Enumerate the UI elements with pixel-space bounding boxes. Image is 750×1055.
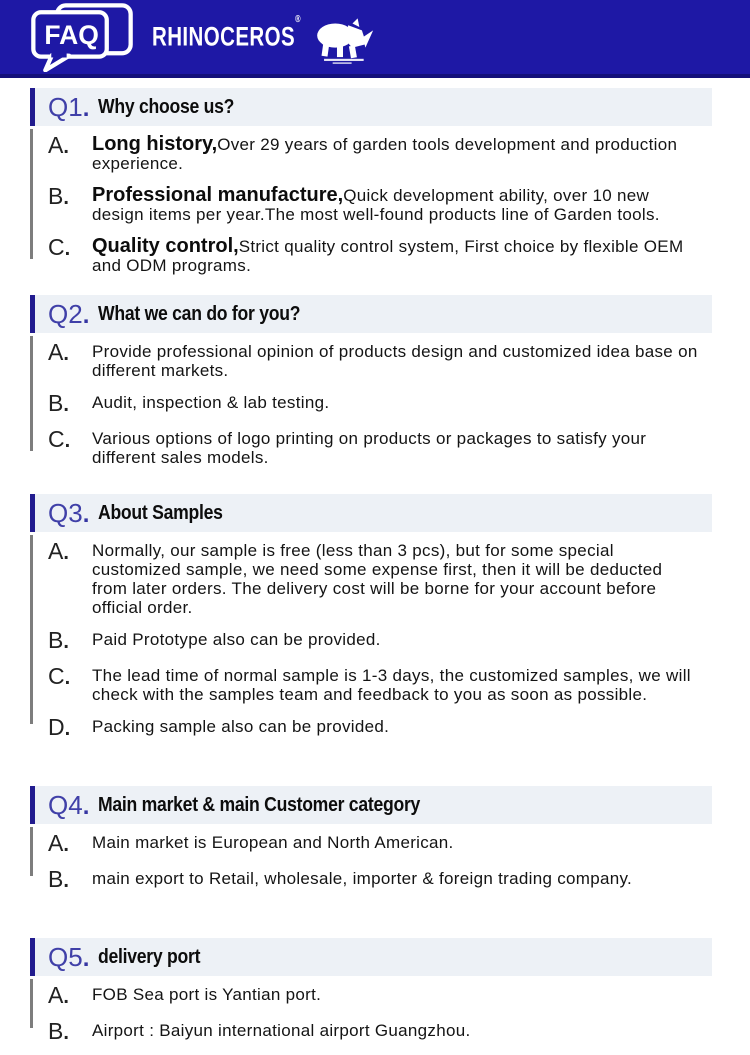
faq-item xyxy=(30,982,712,1008)
section-items xyxy=(30,126,712,275)
faq-sections xyxy=(0,88,750,1044)
q-dot: . xyxy=(82,301,90,329)
item-text: Provide professional opinion of products design and customized idea base on different markets. xyxy=(92,342,698,380)
brand-lockup xyxy=(152,7,374,67)
faq-item xyxy=(30,538,712,617)
q-dot: . xyxy=(82,500,90,528)
item-letter-label xyxy=(30,183,92,209)
item-text: Audit, inspection & lab testing. xyxy=(92,393,330,412)
item-letter: C xyxy=(48,234,65,260)
section-q-label xyxy=(48,91,90,122)
item-text-block xyxy=(92,135,700,173)
item-letter-label xyxy=(30,982,92,1008)
item-dot: . xyxy=(63,1022,69,1044)
rhinoceros-icon xyxy=(312,11,374,67)
item-letter-label xyxy=(30,538,92,564)
item-text: Normally, our sample is free (less than 3 pcs), but for some special customized sample, we need some expense first, then it will be deducted from later orders. The delivery cost will be borne for your account before official order. xyxy=(92,541,663,617)
item-letter-label xyxy=(30,390,92,416)
item-text-block xyxy=(92,833,700,852)
q-number: Q1 xyxy=(48,91,83,122)
section-title: About Samples xyxy=(98,501,224,524)
item-dot: . xyxy=(63,986,69,1008)
item-letter: B xyxy=(48,866,64,892)
faq-section xyxy=(30,938,712,1044)
section-q-label xyxy=(48,298,90,329)
faq-section xyxy=(30,786,712,892)
item-letter: B xyxy=(48,390,64,416)
faq-item xyxy=(30,714,712,740)
section-title: delivery port xyxy=(98,945,201,968)
faq-item xyxy=(30,1018,712,1044)
item-text: The lead time of normal sample is 1-3 days, the customized samples, we will check with the samples team and feedback to you as soon as possible. xyxy=(92,666,691,704)
item-letter-label xyxy=(30,866,92,892)
item-dot: . xyxy=(63,343,69,365)
q-dot: . xyxy=(82,792,90,820)
section-items xyxy=(30,333,712,467)
item-text: Strict quality control system, First choice by flexible OEM and ODM programs. xyxy=(92,237,684,275)
item-letter: B xyxy=(48,627,64,653)
faq-item xyxy=(30,830,712,856)
section-items-rule xyxy=(30,336,33,451)
item-letter-label xyxy=(30,663,92,689)
item-letter: A xyxy=(48,339,64,365)
section-q-label xyxy=(48,941,90,972)
q-number: Q3 xyxy=(48,497,83,528)
item-letter: C xyxy=(48,663,65,689)
item-dot: . xyxy=(64,430,71,452)
item-dot: . xyxy=(64,238,71,260)
item-letter: A xyxy=(48,538,64,564)
section-header-bar xyxy=(30,494,712,532)
faq-speech-bubble-icon xyxy=(26,2,138,72)
registered-mark: ® xyxy=(295,12,301,24)
item-text-block xyxy=(92,429,700,467)
item-letter-label xyxy=(30,132,92,158)
section-title: What we can do for you? xyxy=(98,302,301,325)
item-letter-label xyxy=(30,1018,92,1044)
faq-item xyxy=(30,663,712,704)
faq-section xyxy=(30,494,712,740)
section-header-bar xyxy=(30,938,712,976)
faq-item xyxy=(30,627,712,653)
faq-section xyxy=(30,88,712,275)
item-lead: Professional manufacture, xyxy=(92,184,344,206)
faq-label: FAQ xyxy=(44,19,99,50)
faq-item xyxy=(30,390,712,416)
item-dot: . xyxy=(63,542,69,564)
faq-item xyxy=(30,866,712,892)
q-dot: . xyxy=(82,944,90,972)
faq-item xyxy=(30,132,712,173)
item-letter: B xyxy=(48,183,64,209)
item-text-block xyxy=(92,717,700,736)
item-lead: Long history, xyxy=(92,133,218,155)
section-header-bar xyxy=(30,786,712,824)
section-items xyxy=(30,976,712,1044)
item-text: Various options of logo printing on products or packages to satisfy your different sales models. xyxy=(92,429,647,467)
item-text-block xyxy=(92,1021,700,1040)
item-text-block xyxy=(92,869,700,888)
section-header-bar xyxy=(30,295,712,333)
item-letter: D xyxy=(48,714,65,740)
page-header xyxy=(0,0,750,78)
item-text-block xyxy=(92,985,700,1004)
q-dot: . xyxy=(82,94,90,122)
q-number: Q4 xyxy=(48,789,83,820)
item-text: Quick development ability, over 10 new design items per year.The most well-found products line of Garden tools. xyxy=(92,186,660,224)
section-header-bar xyxy=(30,88,712,126)
item-dot: . xyxy=(63,136,69,158)
item-text-block xyxy=(92,186,700,224)
item-text: main export to Retail, wholesale, importer & foreign trading company. xyxy=(92,869,633,888)
section-items xyxy=(30,532,712,740)
item-letter-label xyxy=(30,830,92,856)
item-letter-label xyxy=(30,627,92,653)
brand-name: RHINOCEROS® xyxy=(152,12,301,52)
item-letter-label xyxy=(30,234,92,260)
item-text: Main market is European and North American. xyxy=(92,833,454,852)
item-text-block xyxy=(92,630,700,649)
item-text: Airport : Baiyun international airport Guangzhou. xyxy=(92,1021,471,1040)
item-dot: . xyxy=(64,667,71,689)
item-text-block xyxy=(92,393,700,412)
item-text-block xyxy=(92,666,700,704)
faq-section xyxy=(30,295,712,467)
section-items-rule xyxy=(30,827,33,876)
item-dot: . xyxy=(63,631,69,653)
item-letter: A xyxy=(48,982,64,1008)
item-text-block xyxy=(92,342,700,380)
item-dot: . xyxy=(63,834,69,856)
item-letter: A xyxy=(48,830,64,856)
item-lead: Quality control, xyxy=(92,235,239,257)
section-items xyxy=(30,824,712,892)
item-dot: . xyxy=(63,187,69,209)
item-text-block xyxy=(92,541,700,617)
item-text: Paid Prototype also can be provided. xyxy=(92,630,381,649)
section-title: Why choose us? xyxy=(98,95,235,118)
item-text: FOB Sea port is Yantian port. xyxy=(92,985,322,1004)
item-letter: B xyxy=(48,1018,64,1044)
faq-item xyxy=(30,426,712,467)
item-letter-label xyxy=(30,714,92,740)
item-dot: . xyxy=(63,394,69,416)
item-text-block xyxy=(92,237,700,275)
item-dot: . xyxy=(63,870,69,892)
item-letter: C xyxy=(48,426,65,452)
item-text: Packing sample also can be provided. xyxy=(92,717,390,736)
item-letter: A xyxy=(48,132,64,158)
section-items-rule xyxy=(30,535,33,724)
faq-item xyxy=(30,339,712,380)
item-letter-label xyxy=(30,339,92,365)
section-items-rule xyxy=(30,979,33,1028)
section-q-label xyxy=(48,789,90,820)
q-number: Q5 xyxy=(48,941,83,972)
section-title: Main market & main Customer category xyxy=(98,793,421,816)
item-letter-label xyxy=(30,426,92,452)
item-text: Over 29 years of garden tools development and production experience. xyxy=(92,135,678,173)
faq-item xyxy=(30,234,712,275)
q-number: Q2 xyxy=(48,298,83,329)
section-items-rule xyxy=(30,129,33,259)
faq-item xyxy=(30,183,712,224)
item-dot: . xyxy=(64,718,71,740)
section-q-label xyxy=(48,497,90,528)
